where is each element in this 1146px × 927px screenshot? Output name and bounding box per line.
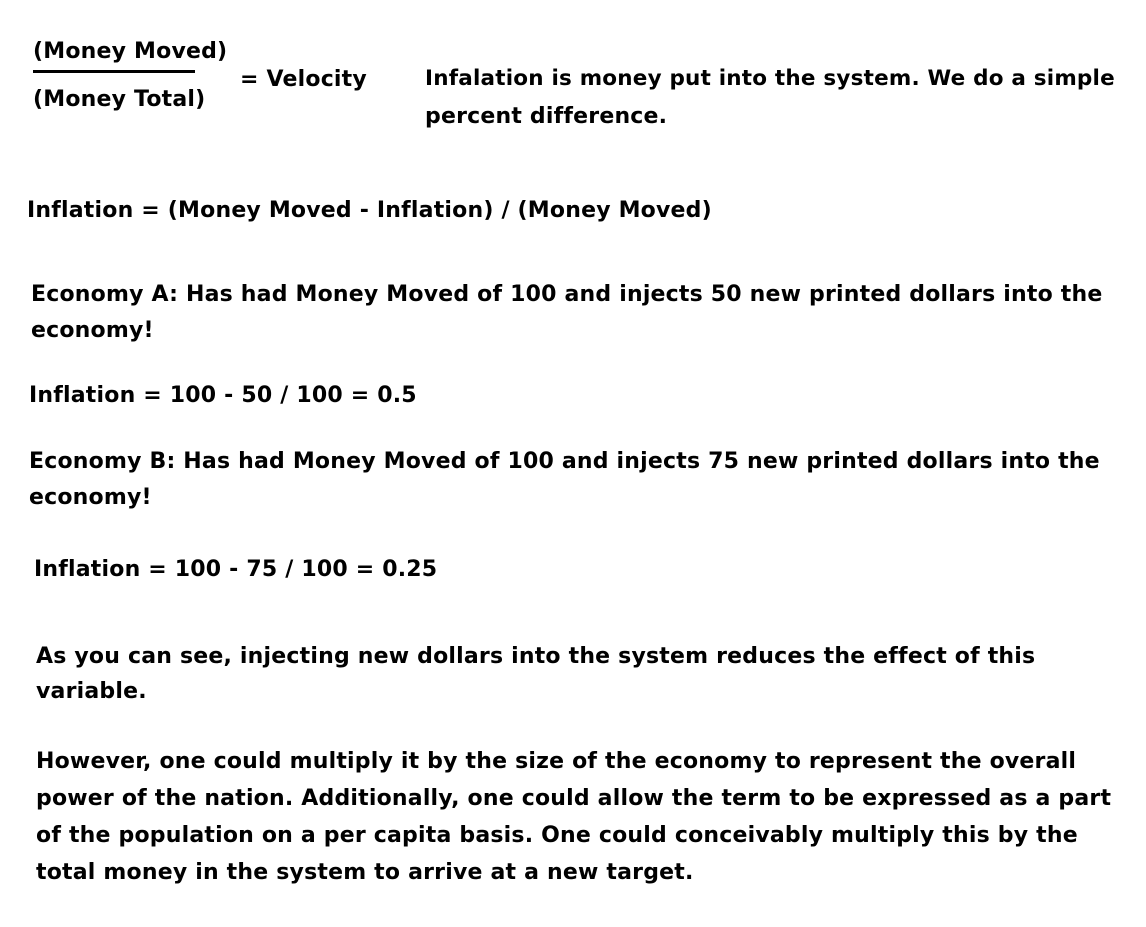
fraction-denominator: (Money Total) [33,87,206,112]
economy-b-calc: Inflation = 100 - 75 / 100 = 0.25 [34,557,438,582]
economy-b-line-1: Economy B: Has had Money Moved of 100 and injects 75 new printed dollars into the [29,449,1100,474]
conclusion-line-3: of the population on a per capita basis. One could conceivably multiply this by the [36,823,1078,848]
conclusion-line-4: total money in the system to arrive at a new target. [36,860,694,885]
fraction-numerator: (Money Moved) [33,39,228,64]
observation-line-2: variable. [36,679,147,704]
fraction-result: = Velocity [240,67,367,92]
intro-line-1: Infalation is money put into the system. We do a simple [425,66,1115,91]
economy-a-line-2: economy! [31,318,154,343]
economy-b-line-2: economy! [29,485,152,510]
conclusion-line-1: However, one could multiply it by the size of the economy to represent the overall [36,749,1077,774]
economy-a-line-1: Economy A: Has had Money Moved of 100 and injects 50 new printed dollars into the [31,282,1103,307]
observation-line-1: As you can see, injecting new dollars into the system reduces the effect of this [36,644,1036,669]
fraction-bar [33,70,195,73]
intro-line-2: percent difference. [425,104,668,129]
economy-a-calc: Inflation = 100 - 50 / 100 = 0.5 [29,383,417,408]
conclusion-line-2: power of the nation. Additionally, one could allow the term to be expressed as a part [36,786,1112,811]
inflation-formula: Inflation = (Money Moved - Inflation) / (Money Moved) [27,198,712,223]
